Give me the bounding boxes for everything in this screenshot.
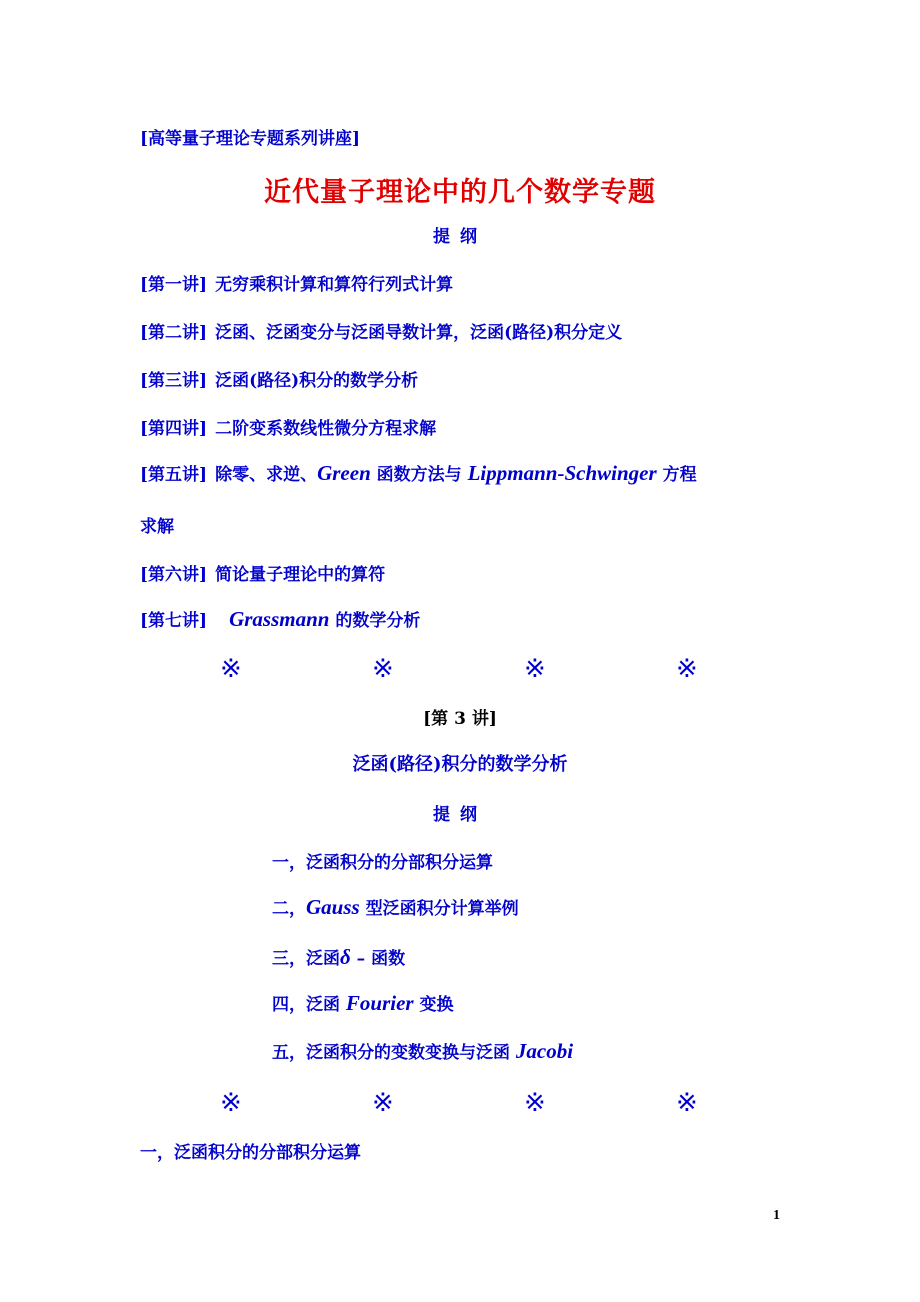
lecture-5 [140, 460, 697, 486]
separator-row-1 [0, 654, 920, 684]
lecture-title-part: 方程 [656, 465, 697, 485]
lecture-3 [140, 366, 418, 391]
item-prefix: 四， [272, 995, 306, 1015]
lecture-3-tag: [第 3 讲] [423, 709, 497, 729]
item-prefix: 三， [272, 949, 306, 969]
series-label: [高等量子理论专题系列讲座] [140, 129, 361, 149]
reference-mark-icon: ※ [220, 654, 242, 684]
lecture-number: [第四讲] [140, 419, 208, 439]
outline-heading: 提纲 [433, 227, 487, 247]
term-green: Green [317, 461, 371, 485]
page-number: 1 [773, 1208, 780, 1223]
lecture-number: [第二讲] [140, 323, 208, 343]
lecture-3-title: 泛函(路径)积分的数学分析 [352, 754, 568, 775]
item-text: 泛函积分的变数变换与泛函 [306, 1043, 516, 1063]
lecture-number: [第三讲] [140, 371, 208, 391]
delta-symbol: δ [340, 945, 351, 969]
reference-mark-icon: ※ [372, 654, 394, 684]
document-title: 近代量子理论中的几个数学专题 [264, 177, 656, 208]
lecture-number: [第七讲] [140, 611, 208, 631]
item-text: 泛函 [306, 995, 346, 1015]
reference-mark-icon: ※ [524, 1088, 546, 1118]
outline-item-3 [272, 944, 405, 970]
lecture-4 [140, 414, 436, 439]
lecture-7 [140, 606, 420, 632]
lecture-title: 泛函、泛函变分与泛函导数计算，泛函(路径)积分定义 [215, 323, 623, 343]
lecture-title: 的数学分析 [329, 611, 421, 631]
lecture-title: 二阶变系数线性微分方程求解 [215, 419, 437, 439]
reference-mark-icon: ※ [524, 654, 546, 684]
term-jacobi: Jacobi [515, 1039, 574, 1063]
item-prefix: 一， [272, 853, 306, 873]
lecture-title: 泛函(路径)积分的数学分析 [215, 371, 419, 391]
separator-row-2 [0, 1088, 920, 1118]
outline-item-4 [272, 990, 454, 1016]
outline-item-5 [272, 1038, 573, 1064]
term-gauss: Gauss [306, 895, 360, 919]
term-fourier: Fourier [345, 991, 414, 1015]
section-heading: 一，泛函积分的分部积分运算 [140, 1143, 361, 1163]
item-prefix: 五， [272, 1043, 306, 1063]
lecture-1 [140, 270, 453, 295]
lecture-3-outline-heading: 提纲 [433, 805, 487, 825]
item-text: 泛函积分的分部积分运算 [306, 853, 493, 873]
reference-mark-icon: ※ [372, 1088, 394, 1118]
outline-item-2 [272, 894, 519, 920]
lecture-5-continuation: 求解 [140, 517, 174, 537]
lecture-title: 无穷乘积计算和算符行列式计算 [215, 275, 454, 295]
reference-mark-icon: ※ [220, 1088, 242, 1118]
reference-mark-icon: ※ [676, 1088, 698, 1118]
item-text: 泛函 [306, 949, 340, 969]
term-grassmann: Grassmann [229, 607, 330, 631]
lecture-number: [第一讲] [140, 275, 208, 295]
lecture-title-part: 除零、求逆、 [215, 465, 318, 485]
lecture-number: [第六讲] [140, 565, 208, 585]
item-prefix: 二， [272, 899, 306, 919]
item-text: 型泛函积分计算举例 [359, 899, 519, 919]
term-lippmann-schwinger: Lippmann-Schwinger [467, 461, 657, 485]
lecture-6 [140, 560, 385, 585]
lecture-number: [第五讲] [140, 465, 208, 485]
reference-mark-icon: ※ [676, 654, 698, 684]
lecture-2 [140, 318, 622, 343]
item-text: – 函数 [350, 949, 406, 969]
lecture-title: 简论量子理论中的算符 [215, 565, 386, 585]
outline-item-1 [272, 848, 493, 873]
item-text: 变换 [413, 995, 454, 1015]
lecture-title-part: 函数方法与 [370, 465, 468, 485]
